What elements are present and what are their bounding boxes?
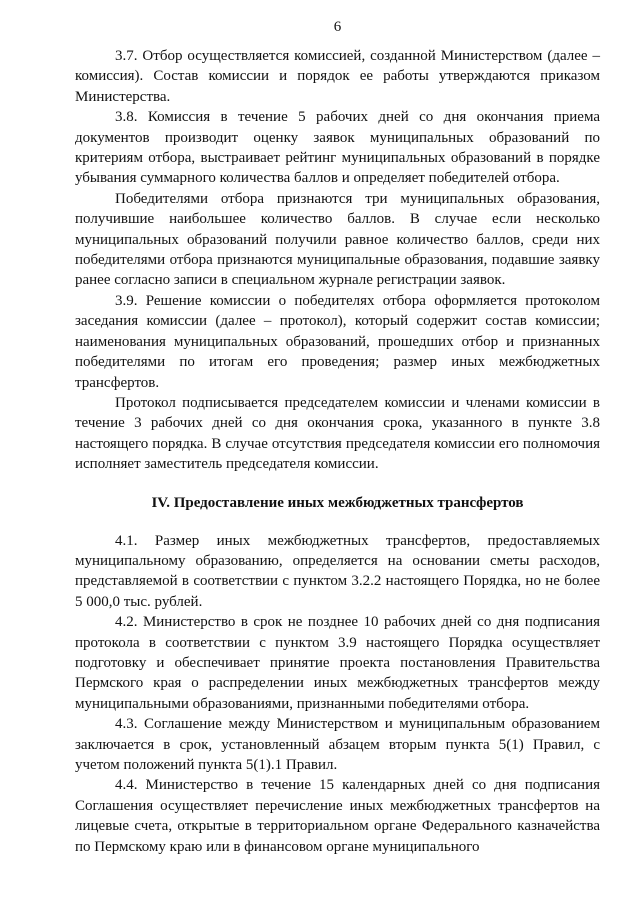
paragraph-3-8-winners: Победителями отбора признаются три муниципальных образования, получившие наибольшее количество баллов. В случае если несколько муниципальных образований получили равное количество баллов, среди них победителями отбора признаются муниципальные образования, подавшие заявку ранее согласно записи в специальном журнале регистрации заявок. — [75, 190, 600, 289]
paragraph-4-4: 4.4. Министерство в течение 15 календарных дней со дня подписания Соглашения осуществляет перечисление иных межбюджетных трансфертов на лицевые счета, открытые в территориальном органе Федерального казначейства по Пермскому краю или в финансовом органе муниципального — [75, 777, 600, 855]
section-heading: IV. Предоставление иных межбюджетных трансфертов — [151, 494, 524, 511]
paragraph-3-7: 3.7. Отбор осуществляется комиссией, созданной Министерством (далее – комиссия). Состав комиссии и порядок ее работы утверждаются приказом Министерства. — [75, 48, 600, 105]
paragraph-4-2: 4.2. Министерство в срок не позднее 10 рабочих дней со дня подписания протокола в соответствии с пунктом 3.9 настоящего Порядка осуществляет подготовку и обеспечивает принятие проекта постановления Правительства Пермского края о распределении иных межбюджетных трансфертов между муниципальными образованиями, признанными победителями отбора. — [75, 614, 600, 712]
paragraph-4-1: 4.1. Размер иных межбюджетных трансфертов, предоставляемых муниципальному образованию, определяется на основании сметы расходов, представляемой в соответствии с пунктом 3.2.2 настоящего Порядка, но не более 5 000,0 тыс. рублей. — [75, 532, 600, 610]
paragraph-3-9: 3.9. Решение комиссии о победителях отбора оформляется протоколом заседания комиссии (далее – протокол), который содержит состав комиссии; наименования муниципальных образований, прошедших отбор и признанных победителями по итогам его проведения; размер иных межбюджетных трансфертов. — [75, 292, 600, 391]
paragraph-3-9-protocol: Протокол подписывается председателем комиссии и членами комиссии в течение 3 рабочих дней со дня окончания срока, указанного в пункте 3.8 настоящего порядка. В случае отсутствия председателя комиссии его полномочия исполняет заместитель председателя комиссии. — [75, 394, 600, 473]
page-number: 6 — [333, 19, 342, 35]
paragraph-3-8: 3.8. Комиссия в течение 5 рабочих дней со дня окончания приема документов производит оценку заявок муниципальных образований по критериям отбора, выстраивает рейтинг муниципальных образований в порядке убывания суммарного количества баллов и определяет победителей отбора. — [75, 109, 600, 187]
paragraph-4-3: 4.3. Соглашение между Министерством и муниципальным образованием заключается в срок, установленный абзацем вторым пункта 5(1) Правил, с учетом положений пункта 5(1).1 Правил. — [75, 716, 600, 773]
